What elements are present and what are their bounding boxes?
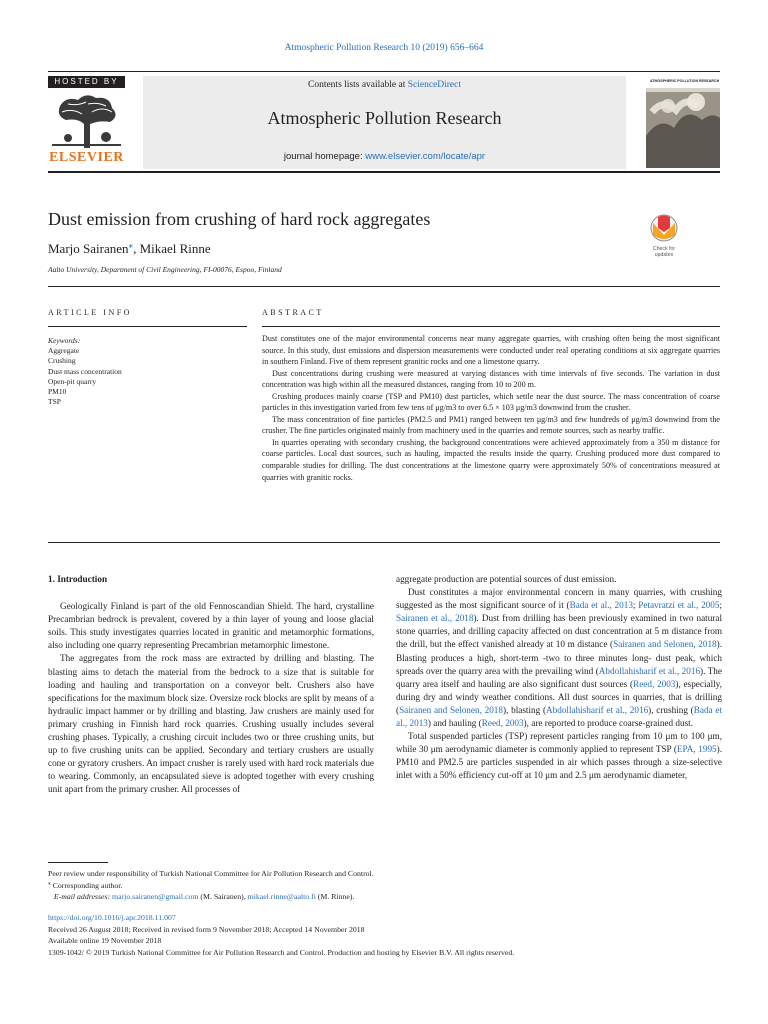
sciencedirect-link[interactable]: ScienceDirect <box>407 80 461 90</box>
author-affiliation: Aalto University, Department of Civil Engineering, FI-00076, Espoo, Finland <box>48 265 282 274</box>
abstract-text <box>262 333 720 483</box>
body-paragraph-citations: Total suspended particles (TSP) represent particles ranging from 10 μm to 100 μm, while 30 μm aerodynamic diameter is commonly applied to represent TSP (EPA, 1995). PM10 and PM2.5 are particles suspended in air which passes through a size-selective inlet with a 50% efficiency cut-off at 10 μm and 2.5 μm aerodynamic diameter, <box>396 731 723 781</box>
title-bottom-rule <box>48 286 720 287</box>
crossmark-icon <box>644 213 684 259</box>
keywords-block <box>48 336 122 407</box>
footnote-rule <box>48 862 108 863</box>
online-date: Available online 19 November 2018 <box>48 936 162 945</box>
email-link[interactable]: marjo.sairanen@gmail.com <box>112 892 199 901</box>
abstract-paragraph: Crushing produces mainly coarse (TSP and PM10) dust particles, which settle near the dust source. The mass concentration of coarse particles in this investigation varied from few tens of μg/m3 to over 6.5 × 103 μg/m3 downwind from the crusher. <box>262 391 720 413</box>
body-paragraph: Geologically Finland is part of the old Fennoscandian Shield. The hard, crystalline Precambrian bedrock is prevalent, covered by a thin layer of young and loose glacial soils. This study investigates quarries located in granitic and metamorphic formations, also including one quarry representing Precambrian metamorphic limestone. <box>48 601 374 651</box>
journal-homepage-link[interactable]: www.elsevier.com/locate/apr <box>365 151 486 162</box>
abstract-paragraph: Dust concentrations during crushing were measured at varying distances with time intervals of five seconds. The variation in dust concentration was high within all the measured distances, ranging from 10 to 200 m. <box>262 368 720 390</box>
hosted-by-label: HOSTED BY <box>48 76 125 88</box>
doi-link[interactable]: https://doi.org/10.1016/j.apr.2018.11.007 <box>48 913 176 922</box>
header-top-rule <box>48 71 720 72</box>
reference-link[interactable]: Petavratzi et al., 2005 <box>638 600 720 611</box>
keywords-label: Keywords: <box>48 336 81 345</box>
section-title-introduction: 1. Introduction <box>48 574 108 584</box>
keyword-item: Dust mass concentration <box>48 366 122 376</box>
abstract-heading: ABSTRACT <box>262 308 324 317</box>
keyword-item: Open-pit quarry <box>48 376 97 386</box>
author-list: Marjo Sairanen⁎, Mikael Rinne <box>48 239 211 256</box>
journal-cover-image[interactable] <box>646 76 720 168</box>
reference-link[interactable]: Sairanen et al., 2018 <box>396 613 474 624</box>
body-paragraph: The aggregates from the rock mass are extracted by drilling and blasting. The blasting aims to detach the material from the bedrock to a size that is suitable for loading and hauling and transportation on a conveyor belt. Crushers also have specifications for the maximum block size. Oversize rock blocks are split by means of a hydraulic impact hammer or by drilling and blasting. Jaw crushers are mainly used for primary crushing in Finnish hard rock quarries. Crushing usually includes several crushing phases. Typically, a crushing circuit includes two or three crushing units, but up to five crushing units can be applied. Secondary and tertiary crushers are usually cone or gyratory crushers. An impact crusher is rarely used with hard rock materials due to wearing. Commonly, an encapsulated sieve is adopted together with every crushing unit apart from the primary crusher. All processes of <box>48 653 374 795</box>
corresponding-author-mark[interactable]: ⁎ <box>128 239 134 250</box>
journal-name: Atmospheric Pollution Research <box>267 108 502 128</box>
reference-link[interactable]: Reed, 2003 <box>633 678 676 689</box>
reference-link[interactable]: Abdollahisharif et al., 2016 <box>598 665 701 676</box>
reference-link[interactable]: EPA, 1995 <box>676 744 717 755</box>
email-addresses: E-mail addresses: marjo.sairanen@gmail.com (M. Sairanen), mikael.rinne@aalto.fi (M. Rinne). <box>53 892 355 901</box>
reference-link[interactable]: Abdollahisharif et al., 2016 <box>546 704 649 715</box>
reference-link[interactable]: Bada et al., 2013 <box>569 600 633 611</box>
journal-homepage-line: journal homepage: www.elsevier.com/locate/apr <box>283 151 486 162</box>
article-title: Dust emission from crushing of hard rock aggregates <box>48 209 431 229</box>
body-paragraph: aggregate production are potential sources of dust emission. <box>396 574 617 584</box>
svg-text:Check for: Check for <box>652 246 676 252</box>
article-info-rule <box>48 326 247 327</box>
abstract-paragraph: The mass concentration of fine particles (PM2.5 and PM1) ranged between ten μg/m3 and few hundreds of μg/m3 downwind from the crusher. The fine particles originated mainly from machinery used in the quarries and remote sources, such as nearby traffic. <box>262 414 720 436</box>
elsevier-tree-logo[interactable] <box>48 90 125 150</box>
header-bottom-rule <box>48 171 720 173</box>
abstract-rule <box>262 326 720 327</box>
abstract-paragraph: In quarries operating with secondary crushing, the background concentrations were achieved approximately from a 350 m distance for coarse particles. Local dust sources, such as hauling, impacted the results inside the quarry. Crushing produced more dust compared to comparable studies for drilling. The dust concentrations at the limestone quarry were approximately 50% of concentrations measured at quarries with granitic rocks. <box>262 437 720 482</box>
footnotes <box>48 868 374 903</box>
reference-link[interactable]: Reed, 2003 <box>481 718 524 729</box>
corresponding-author-note: ⁎ Corresponding author. <box>48 879 123 890</box>
email-link[interactable]: mikael.rinne@aalto.fi <box>247 892 316 901</box>
elsevier-wordmark: ELSEVIER <box>49 150 124 165</box>
body-right-column <box>396 573 722 783</box>
check-for-updates-badge[interactable] <box>644 213 684 259</box>
body-paragraph-citations: Dust constitutes a major environmental concern in many quarries, with crushing suggested as the most significant source of it (Bada et al., 2013; Petavratzi et al., 2005; Sairanen et al., 2018). Dust from drilling has been previously examined in two natural stone quarries, and drilling capacity affected on dust concentration at 5 m distance from the drill, but the effect vanished already at 10 m distance (Sairanen and Selonen, 2018). Blasting produces a high, short-term -two to three minutes long- dust peak, which spreads over the quarry area with the prevailing wind (Abdollahisharif et al., 2016). The quarry area itself and hauling are also significant dust sources (Reed, 2003), especially, during dry and windy weather conditions. All dust sources in quarries, that is drilling (Sairanen and Selonen, 2018), blasting (Abdollahisharif et al., 2016), crushing (Bada et al., 2013) and hauling (Reed, 2003), are reported to produce coarse-grained dust. <box>396 587 723 729</box>
svg-text:ATMOSPHERIC POLLUTION RESEARCH: ATMOSPHERIC POLLUTION RESEARCH <box>650 79 720 83</box>
publication-info <box>48 912 514 958</box>
keyword-item: TSP <box>48 397 61 407</box>
journal-citation[interactable]: Atmospheric Pollution Research 10 (2019) 656–664 <box>284 43 484 53</box>
body-left-column <box>48 573 374 797</box>
peer-review-note: Peer review under responsibility of Turkish National Committee for Air Pollution Research and Control. <box>48 869 374 878</box>
keyword-item: PM10 <box>48 387 67 397</box>
copyright-line: 1309-1042/ © 2019 Turkish National Committee for Air Pollution Research and Control. Production and hosting by Elsevier B.V. All rights reserved. <box>48 947 515 957</box>
abstract-bottom-rule <box>48 542 720 543</box>
keyword-item: Crushing <box>48 356 76 366</box>
article-history: Received 26 August 2018; Received in revised form 9 November 2018; Accepted 14 November 2018 <box>48 924 365 934</box>
keyword-item: Aggregate <box>48 346 80 356</box>
reference-link[interactable]: Bada et al., 2013 <box>396 704 722 729</box>
reference-link[interactable]: Sairanen and Selonen, 2018 <box>399 704 503 715</box>
article-info-heading: ARTICLE INFO <box>48 308 132 317</box>
svg-text:updates: updates <box>654 252 674 258</box>
contents-line: Contents lists available at ScienceDirect <box>307 80 461 90</box>
abstract-paragraph: Dust constitutes one of the major environmental concerns near many aggregate quarries, with crushing often being the most significant source. In this study, dust emissions and dispersion measurements were conducted under real operating conditions at six aggregate quarries in southern Finland. Five of them represent granitic rocks and one a limestone quarry. <box>262 334 720 367</box>
reference-link[interactable]: Sairanen and Selonen, 2018 <box>613 639 717 650</box>
